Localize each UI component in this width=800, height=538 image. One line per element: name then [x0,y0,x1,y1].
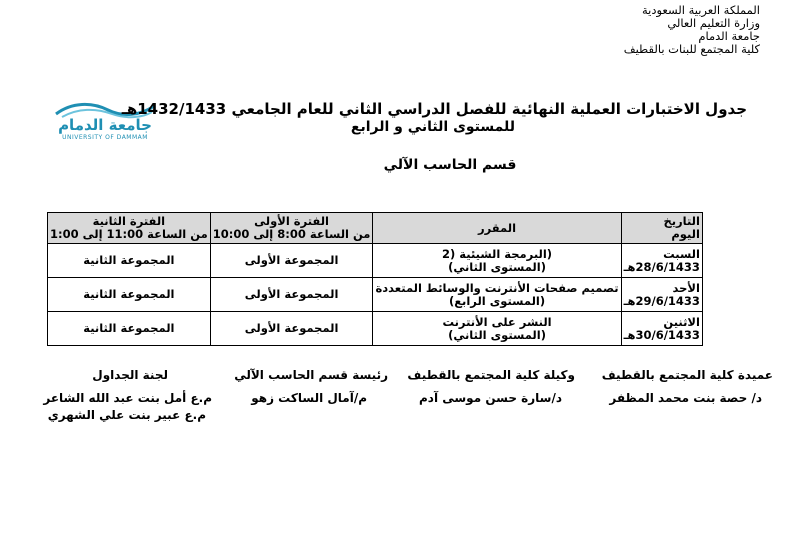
cell-period-2: المجموعة الثانية [48,244,211,278]
cell-course: تصميم صفحات الأنترنت والوسائط المتعددة (المستوى الرابع) [373,278,621,312]
header-date: التاريخ اليوم [621,213,702,244]
cell-period-1: المجموعة الأولى [210,312,373,346]
signature-name-dept-head: م/آمال الساكت زهو [251,391,367,405]
signature-name-dean: د/ حصة بنت محمد المظفر [609,391,762,405]
table-header-row [48,213,703,244]
institution-header [624,4,760,56]
signature-title-vice-dean: وكيلة كلية المجتمع بالقطيف [407,368,575,382]
header-line-ministry: وزارة التعليم العالي [667,16,760,30]
table-row [48,312,703,346]
cell-date: الاثنين 30/6/1433هـ [621,312,702,346]
table-row [48,278,703,312]
header-course: المقرر [373,213,621,244]
cell-period-2: المجموعة الثانية [48,278,211,312]
cell-date: السبت 28/6/1433هـ [621,244,702,278]
cell-period-1: المجموعة الأولى [210,244,373,278]
signature-name-committee-1: م.ع أمل بنت عبد الله الشاعر [43,391,212,405]
page-title: جدول الاختبارات العملية النهائية للفصل الدراسي الثاني للعام الجامعي 1432/1433هـ [121,100,747,118]
header-period-2: الفترة الثانية من الساعة 11:00 إلى 1:00 [48,213,211,244]
table-row [48,244,703,278]
logo-arabic-text: جامعة الدمام [58,116,152,134]
department-title: قسم الحاسب الآلي [383,157,517,173]
header-line-kingdom: المملكة العربية السعودية [642,3,760,17]
cell-course: (البرمجة الشيئية (2 (المستوى الثاني) [373,244,621,278]
signature-title-dept-head: رئيسة قسم الحاسب الآلي [234,368,388,382]
header-period-1: الفترة الأولى من الساعة 8:00 إلى 10:00 [210,213,373,244]
cell-period-2: المجموعة الثانية [48,312,211,346]
signature-name-committee-2: م.ع عبير بنت علي الشهري [47,408,206,422]
page-subtitle: للمستوى الثاني و الرابع [350,119,515,135]
signature-title-dean: عميدة كلية المجتمع بالقطيف [601,368,773,382]
cell-course: النشر على الأنترنت (المستوى الثاني) [373,312,621,346]
header-line-college: كلية المجتمع للبنات بالقطيف [623,42,760,56]
cell-date: الأحد 29/6/1433هـ [621,278,702,312]
header-line-university: جامعة الدمام [698,29,760,43]
signature-title-committee: لجنة الجداول [92,368,168,382]
logo-english-text: UNIVERSITY OF DAMMAM [62,134,148,141]
signature-name-vice-dean: د/سارة حسن موسى آدم [419,391,562,405]
exam-schedule-table [47,212,703,346]
cell-period-1: المجموعة الأولى [210,278,373,312]
